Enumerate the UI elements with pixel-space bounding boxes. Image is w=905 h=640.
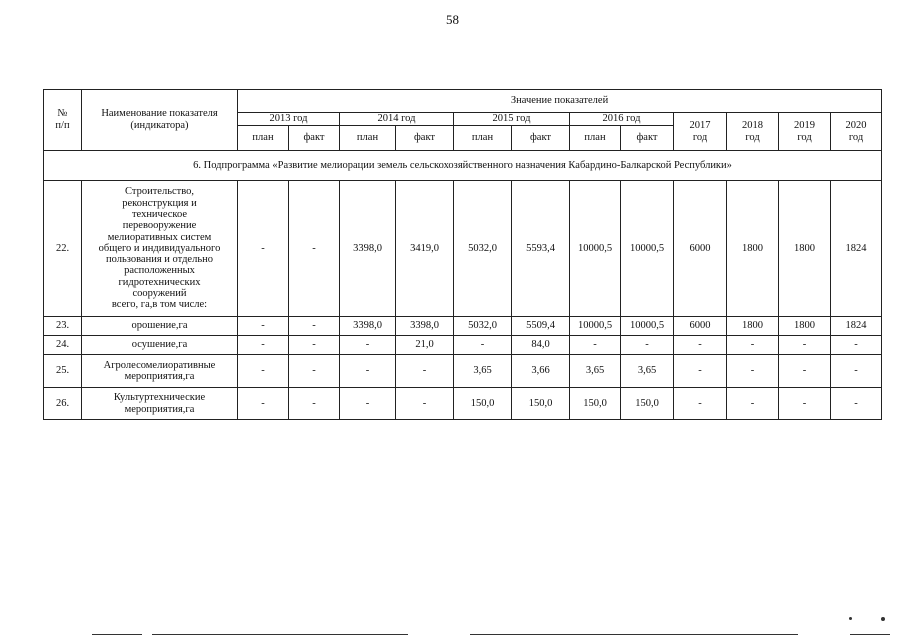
- row-value-cell: -: [831, 388, 882, 420]
- header-fact: факт: [289, 126, 340, 151]
- table-row: [44, 355, 882, 388]
- row-value-cell: 150,0: [454, 388, 512, 420]
- row-value-cell: 1800: [779, 317, 831, 336]
- row-value-cell: 5032,0: [454, 181, 512, 317]
- header-year-2015: 2015 год: [454, 113, 570, 126]
- row-value-cell: 1800: [727, 181, 779, 317]
- header-plan: план: [238, 126, 289, 151]
- row-value-cell: 6000: [674, 317, 727, 336]
- row-value-cell: 1800: [727, 317, 779, 336]
- row-value-cell: 21,0: [396, 336, 454, 355]
- row-value-cell: -: [831, 336, 882, 355]
- row-value-cell: -: [727, 336, 779, 355]
- header-fact: факт: [396, 126, 454, 151]
- row-indicator-name: орошение,га: [82, 317, 238, 336]
- row-value-cell: 5593,4: [512, 181, 570, 317]
- header-year-2017: 2017 год: [674, 113, 727, 151]
- header-year-2016: 2016 год: [570, 113, 674, 126]
- row-value-cell: -: [238, 181, 289, 317]
- row-indicator-name: Культуртехнические мероприятия,га: [82, 388, 238, 420]
- row-value-cell: 150,0: [621, 388, 674, 420]
- header-num: № п/п: [44, 90, 82, 151]
- header-year-2020: 2020 год: [831, 113, 882, 151]
- row-value-cell: -: [674, 355, 727, 388]
- row-value-cell: -: [621, 336, 674, 355]
- row-value-cell: 150,0: [570, 388, 621, 420]
- row-value-cell: -: [289, 181, 340, 317]
- row-value-cell: 1800: [779, 181, 831, 317]
- row-value-cell: -: [674, 388, 727, 420]
- row-value-cell: -: [779, 336, 831, 355]
- row-value-cell: -: [396, 355, 454, 388]
- row-value-cell: 6000: [674, 181, 727, 317]
- row-value-cell: 5509,4: [512, 317, 570, 336]
- row-indicator-name: Агролесомелиоративные мероприятия,га: [82, 355, 238, 388]
- table-row: [44, 388, 882, 420]
- indicator-table: [43, 89, 882, 420]
- row-number: 25.: [44, 355, 82, 388]
- row-number: 26.: [44, 388, 82, 420]
- row-value-cell: -: [727, 388, 779, 420]
- row-value-cell: -: [289, 317, 340, 336]
- scan-footer-line: [470, 634, 798, 635]
- header-fact: факт: [512, 126, 570, 151]
- scan-footer-line: [850, 634, 890, 635]
- row-indicator-name: Строительство, реконструкция и техническое перевооружение мелиоративных систем общего и индивидуального пользования и отдельно расположенных гидротехнических сооружений всего, га,в том числе:: [82, 181, 238, 317]
- row-value-cell: 10000,5: [621, 317, 674, 336]
- row-value-cell: 150,0: [512, 388, 570, 420]
- row-value-cell: 10000,5: [570, 317, 621, 336]
- header-plan: план: [454, 126, 512, 151]
- row-indicator-name: осушение,га: [82, 336, 238, 355]
- row-value-cell: -: [674, 336, 727, 355]
- row-value-cell: -: [238, 388, 289, 420]
- section-title: 6. Подпрограмма «Развитие мелиорации земель сельскохозяйственного назначения Кабардино-Балкарской Республики»: [44, 151, 882, 181]
- page-number: 58: [446, 12, 459, 27]
- row-value-cell: 3419,0: [396, 181, 454, 317]
- row-value-cell: -: [289, 388, 340, 420]
- row-value-cell: -: [454, 336, 512, 355]
- scan-mark: [849, 617, 852, 620]
- row-value-cell: 5032,0: [454, 317, 512, 336]
- header-fact: факт: [621, 126, 674, 151]
- row-value-cell: 3398,0: [396, 317, 454, 336]
- row-value-cell: 1824: [831, 181, 882, 317]
- row-value-cell: -: [238, 336, 289, 355]
- row-value-cell: 3398,0: [340, 181, 396, 317]
- row-value-cell: 3,66: [512, 355, 570, 388]
- header-row-1: [44, 90, 882, 113]
- row-value-cell: -: [238, 355, 289, 388]
- row-value-cell: -: [340, 388, 396, 420]
- row-number: 23.: [44, 317, 82, 336]
- header-year-2018: 2018 год: [727, 113, 779, 151]
- row-value-cell: -: [238, 317, 289, 336]
- row-value-cell: 10000,5: [621, 181, 674, 317]
- row-value-cell: 1824: [831, 317, 882, 336]
- row-value-cell: 84,0: [512, 336, 570, 355]
- header-plan: план: [570, 126, 621, 151]
- row-value-cell: -: [779, 388, 831, 420]
- header-year-2013: 2013 год: [238, 113, 340, 126]
- row-value-cell: -: [831, 355, 882, 388]
- row-value-cell: -: [340, 336, 396, 355]
- row-value-cell: 3,65: [570, 355, 621, 388]
- table-row: [44, 317, 882, 336]
- header-year-2014: 2014 год: [340, 113, 454, 126]
- row-value-cell: 3,65: [454, 355, 512, 388]
- row-value-cell: -: [727, 355, 779, 388]
- scan-footer-line: [152, 634, 408, 635]
- row-value-cell: -: [779, 355, 831, 388]
- header-year-2019: 2019 год: [779, 113, 831, 151]
- row-number: 24.: [44, 336, 82, 355]
- row-value-cell: -: [340, 355, 396, 388]
- row-value-cell: 3398,0: [340, 317, 396, 336]
- row-value-cell: 10000,5: [570, 181, 621, 317]
- header-values-group: Значение показателей: [238, 90, 882, 113]
- row-value-cell: -: [289, 355, 340, 388]
- table-row: [44, 336, 882, 355]
- row-number: 22.: [44, 181, 82, 317]
- row-value-cell: -: [570, 336, 621, 355]
- header-name: Наименование показателя (индикатора): [82, 90, 238, 151]
- section-row: [44, 151, 882, 181]
- header-plan: план: [340, 126, 396, 151]
- scan-footer-line: [92, 634, 142, 635]
- row-value-cell: 3,65: [621, 355, 674, 388]
- row-value-cell: -: [396, 388, 454, 420]
- row-value-cell: -: [289, 336, 340, 355]
- table-row: [44, 181, 882, 317]
- scan-mark: [881, 617, 885, 621]
